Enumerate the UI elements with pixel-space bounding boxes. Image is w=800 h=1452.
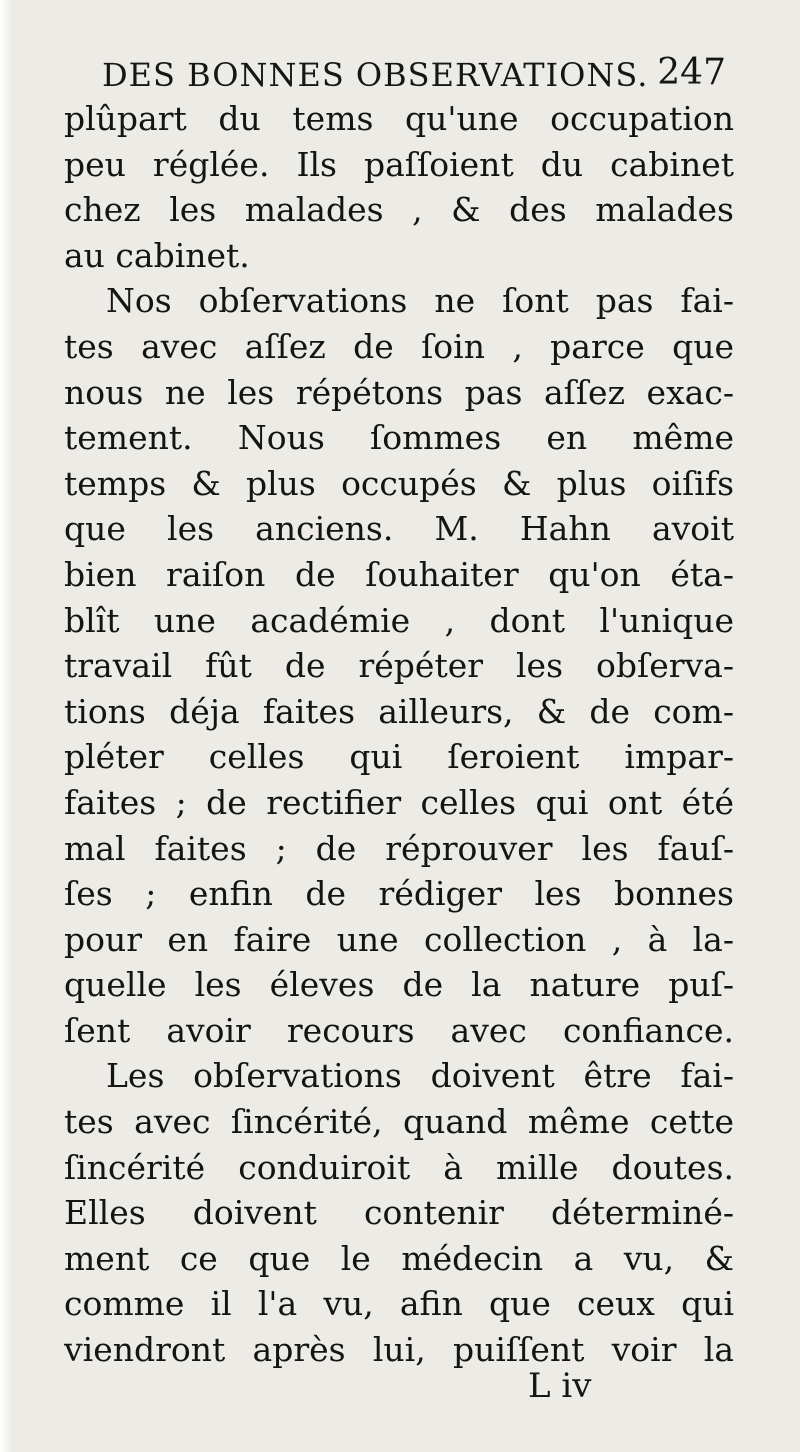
text-line: tions déja faites ailleurs, & de com- <box>64 691 734 731</box>
text-line: tes avec aſſez de ſoin , parce que <box>64 326 734 366</box>
text-line: au cabinet. <box>64 235 250 275</box>
running-head: DES BONNES OBSERVATIONS. <box>102 56 649 94</box>
text-line: plûpart du tems qu'une occupation <box>64 99 734 138</box>
text-line: faites ; de rectifier celles qui ont été <box>64 782 734 822</box>
page-header <box>62 52 742 96</box>
text-line: viendront après lui, puiſſent voir la <box>64 1330 734 1370</box>
text-line: comme il l'a vu, afin que ceux qui <box>64 1284 734 1324</box>
text-line: Elles doivent contenir déterminé- <box>64 1193 734 1233</box>
text-line: quelle les éleves de la nature puſ- <box>64 965 734 1005</box>
signature-mark: L iv <box>528 1366 592 1406</box>
text-line: peu réglée. Ils paſſoient du cabinet <box>64 144 734 184</box>
text-line: pléter celles qui ſeroient impar- <box>64 737 734 777</box>
page-edge <box>0 0 14 1452</box>
text-line: pour en faire une collection , à la- <box>64 919 734 959</box>
text-line: bien raiſon de ſouhaiter qu'on éta- <box>64 554 734 594</box>
text-line: que les anciens. M. Hahn avoit <box>64 509 734 549</box>
paragraph-start-line: Nos obſervations ne ſont pas fai- <box>106 281 734 321</box>
text-line: travail fût de répéter les obſerva- <box>64 646 734 686</box>
text-line: ſincérité conduiroit à mille doutes. <box>64 1147 734 1187</box>
text-line: mal faites ; de réprouver les fauſ- <box>64 828 734 868</box>
page-number: 247 <box>657 52 726 93</box>
text-line: tement. Nous ſommes en même <box>64 418 734 458</box>
text-line: ſent avoir recours avec confiance. <box>64 1010 734 1050</box>
text-line: nous ne les répétons pas aſſez exac- <box>64 372 734 412</box>
text-line: ſes ; enfin de rédiger les bonnes <box>64 874 734 914</box>
text-line: blît une académie , dont l'unique <box>64 600 734 640</box>
text-line: chez les malades , & des malades <box>64 190 734 230</box>
text-line: tes avec ſincérité, quand même cette <box>64 1102 734 1142</box>
paragraph-start-line: Les obſervations doivent être fai- <box>106 1056 734 1096</box>
text-line: temps & plus occupés & plus oiſifs <box>64 463 734 503</box>
text-line: ment ce que le médecin a vu, & <box>64 1238 734 1278</box>
body-text <box>64 96 734 1373</box>
